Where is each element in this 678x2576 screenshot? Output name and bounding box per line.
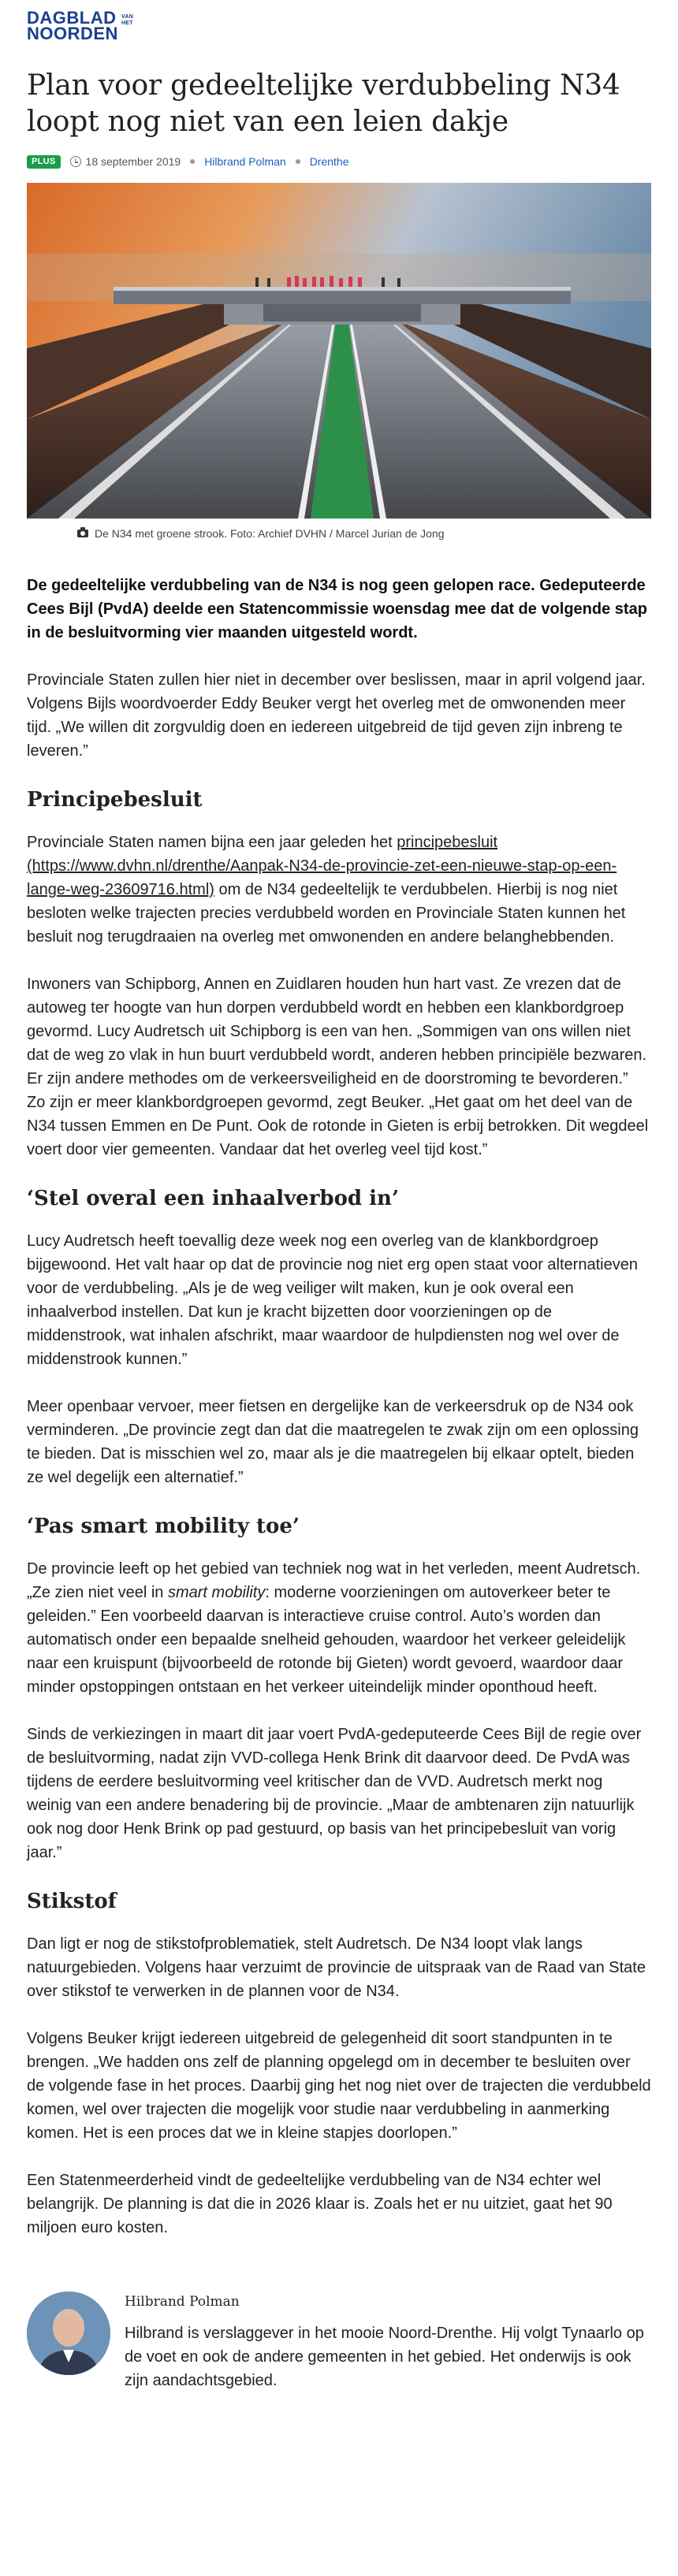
paragraph: Sinds de verkiezingen in maart dit jaar voert PvdA-gedeputeerde Cees Bijl de regie over de besluitvorming, nadat zijn VVD-collega Henk Brink dit daarvoor deed. De PvdA was tijdens de eerdere besluitvorming veel kritischer dan de VVD. Audretsch merkt nog weinig van een andere benadering bij de provincie. „Maar de ambtenaren zijn natuurlijk ook nog door Henk Brink op pad gestuurd, op basis van het principebesluit van vorig jaar.” <box>27 1726 642 1861</box>
paragraph-text: : moderne voorzieningen om autoverkeer beter te geleiden.” Een voorbeeld daarvan is interactieve cruise control. Auto’s worden dan automatisch onder een bepaalde snelheid gehouden, waardoor het verkeer geleidelijk naar een kruispunt (bijvoorbeeld de rotonde bij Gieten) wordt gevoerd, waardoor daar minder opstoppingen ontstaan en het verkeer uiteindelijk minder oponthoud heeft. <box>27 1584 626 1696</box>
paragraph <box>27 831 651 949</box>
road-photo <box>27 183 651 519</box>
paragraph: Volgens Beuker krijgt iedereen uitgebreid de gelegenheid dit soort standpunten in te brengen. „We hadden ons zelf de planning opgelegd om in december te besluiten over de volgende fase in het proces. Daarbij ging het nog niet over de trajecten die verdubbeld komen, wel over trajecten die mogelijk voor studie naar verdubbeling in aanmerking komen. Het is een proces dat we in kleine stapjes doorlopen.” <box>27 2030 651 2142</box>
paragraph-text: De provincie leeft op het gebied van techniek nog wat in het verleden, meent Audretsch. „Ze zien niet veel in <box>27 1560 641 1601</box>
author-link[interactable]: Hilbrand Polman <box>204 155 286 168</box>
paragraph: Provinciale Staten zullen hier niet in december over beslissen, maar in april volgend jaar. Volgens Bijls woordvoerder Eddy Beuker vergt het overleg met de omwonenden meer tijd. „We willen dit zorgvuldig doen en iedereen uitgebreid de tijd geven zijn inbreng te leveren.” <box>27 671 646 760</box>
paragraph <box>27 1557 651 1699</box>
principebesluit-link[interactable]: principebesluit (https://www.dvhn.nl/drenthe/Aanpak-N34-de-provincie-zet-een-nieuwe-stap-op-een-lange-weg-23609716.html) <box>27 834 617 898</box>
paragraph-text: Provinciale Staten namen bijna een jaar geleden het <box>27 834 397 851</box>
article-title: Plan voor gedeeltelijke verdubbeling N34 loopt nog niet van een leien dakje <box>27 69 620 138</box>
author-name[interactable]: Hilbrand Polman <box>125 2294 240 2310</box>
paragraph: Meer openbaar vervoer, meer fietsen en dergelijke kan de verkeersdruk op de N34 ook verminderen. „De provincie zegt dan dat die maatregelen te zwak zijn om een oplossing te bieden. Dat is misschien wel zo, maar als je die maatregelen bij elkaar optelt, bieden ze wel degelijk een alternatief.” <box>27 1398 639 1486</box>
paragraph: Een Statenmeerderheid vindt de gedeeltelijke verdubbeling van de N34 echter wel belangrijk. De planning is dat die in 2026 klaar is. Zoals het er nu uitziet, gaat het 90 miljoen euro kosten. <box>27 2172 613 2236</box>
separator-dot <box>296 159 300 164</box>
article-meta <box>27 153 651 170</box>
article-body <box>27 574 651 2240</box>
camera-icon <box>77 530 88 537</box>
subheading-inhaalverbod: ‘Stel overal een inhaalverbod in’ <box>27 1187 399 1210</box>
separator-dot <box>190 159 195 164</box>
logo-small-van: VAN <box>121 14 134 20</box>
article-lead: De gedeeltelijke verdubbeling van de N34 is nog geen gelopen race. Gedeputeerde Cees Bijl (PvdA) deelde een Statencommissie woensdag mee dat de volgende stap in de besluitvorming vier maanden uitgesteld wordt. <box>27 577 647 641</box>
paragraph: Zo zijn er meer klankbordgroepen gevormd, zegt Beuker. „Het gaat om het deel van de N34 tussen Emmen en De Punt. Ook de rotonde in Gieten is erbij betrokken. Dit wegdeel voert door vier gemeenten. Vandaar dat het overleg veel tijd kost.” <box>27 1094 649 1158</box>
subheading-smart-mobility: ‘Pas smart mobility toe’ <box>27 1515 300 1538</box>
author-avatar[interactable] <box>27 2292 110 2375</box>
logo-small-het: HET <box>121 20 133 26</box>
paragraph-text: om de N34 gedeeltelijk te verdubbelen. Hierbij is nog niet besloten welke trajecten precies verdubbeld worden en Provinciale Staten kunnen het besluit nog terugdraaien na overleg met omwonenden en andere belanghebbenden. <box>27 881 626 946</box>
clock-icon <box>70 156 81 167</box>
publish-date: 18 september 2019 <box>85 155 181 168</box>
masthead <box>27 0 651 52</box>
region-link[interactable]: Drenthe <box>309 155 349 168</box>
site-logo[interactable] <box>27 10 133 42</box>
logo-line-dagblad: DAGBLAD <box>27 8 117 28</box>
paragraph: Inwoners van Schipborg, Annen en Zuidlaren houden hun hart vast. Ze vrezen dat de autoweg ter hoogte van hun dorpen verdubbeld wordt en hebben een klankbordgroep gevormd. Lucy Audretsch uit Schipborg is een van hen. „Sommigen van ons willen niet dat de weg zo vlak in hun buurt verdubbeld wordt, anderen hebben principiële bezwaren. Er zijn andere methodes om de verkeersveiligheid en de doorstroming te bevorderen.” <box>27 976 647 1087</box>
image-caption <box>27 525 651 542</box>
logo-line-noorden: NOORDEN <box>27 24 118 43</box>
author-bio: Hilbrand is verslaggever in het mooie Noord-Drenthe. Hij volgt Tynaarlo op de voet en ook de andere gemeenten in het gebied. Het onderwijs is ook zijn aandachtsgebied. <box>125 2325 644 2389</box>
subheading-principebesluit: Principebesluit <box>27 788 203 812</box>
author-box <box>27 2292 651 2392</box>
hero-image <box>27 183 651 519</box>
author-photo <box>27 2292 110 2375</box>
caption-text: De N34 met groene strook. Foto: Archief DVHN / Marcel Jurian de Jong <box>95 527 445 540</box>
plus-badge: PLUS <box>27 155 61 169</box>
emphasis-smart-mobility: smart mobility <box>167 1584 266 1601</box>
subheading-stikstof: Stikstof <box>27 1890 117 1913</box>
paragraph: Lucy Audretsch heeft toevallig deze week nog een overleg van de klankbordgroep bijgewoond. Het valt haar op dat de provincie nog niet erg open staat voor alternatieven voor de verdubbeling. „Als je de weg veiliger wilt maken, kun je ook overal een inhaalverbod instellen. Dat kun je kracht bijzetten door voorzieningen op de middenstrook, wat inhalen afschrikt, maar waardoor de hulpdiensten nog wel over de middenstrook kunnen.” <box>27 1232 638 1368</box>
paragraph: Dan ligt er nog de stikstofproblematiek, stelt Audretsch. De N34 loopt vlak langs natuurgebieden. Volgens haar verzuimt de provincie de uitspraak van de Raad van State over stikstof te verwerken in de plannen voor de N34. <box>27 1935 646 2000</box>
